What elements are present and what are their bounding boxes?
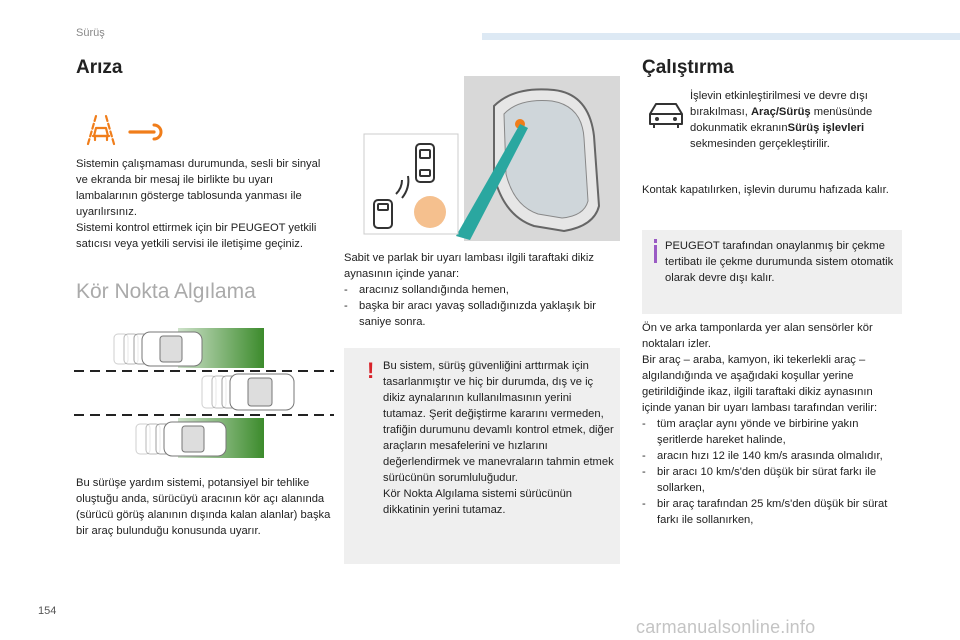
tab-name: Sürüş işlevleri (787, 122, 865, 134)
info-icon-stem (654, 245, 657, 263)
menu-name: Araç/Sürüş (750, 106, 811, 118)
wrench-icon (130, 125, 161, 139)
watermark: carmanualsonline.info (636, 617, 816, 637)
header-bar (482, 33, 960, 40)
alert-text: Bir araç – araba, kamyon, iki tekerlekli araç – algılandığında ve aşağıdaki koşullar yerine getirildiğinde ikaz, ilgili taraftaki dikiz aynasının içinde yanan bir uyarı lambası tarafından verilir: (642, 354, 878, 414)
sensors-text: Ön ve arka tamponlarda yer alan sensörler kör noktaları izler. (642, 322, 873, 350)
car-icon (646, 100, 686, 130)
blind-spot-diagram (74, 326, 334, 461)
fault-paragraph-1: Sistemin çalışmaması durumunda, sesli bir sinyal ve ekranda bir mesaj ile birlikte bu uyarı lambalarının gösterge tablosunda yanması ile uyarılırsınız. (76, 158, 321, 218)
mirror-list (344, 282, 600, 330)
lane-warning-icon (88, 116, 114, 144)
condition-item: - bir araç tarafından 25 km/s'den düşük bir sürat farkı ile sollanırken, (642, 496, 904, 528)
fault-icons (84, 112, 174, 150)
condition-item: - tüm araçlar aynı yönde ve birbirine yakın şeritlerde hareket halinde, (642, 416, 904, 448)
bsm-title: Kör Nokta Algılama (76, 280, 256, 303)
car-lower (136, 422, 226, 456)
contact-text: Kontak kapatılırken, işlevin durumu hafızada kalır. (642, 184, 889, 196)
mirror-text (344, 250, 600, 330)
car-upper (114, 332, 202, 366)
mirror-intro: Sabit ve parlak bir uyarı lambası ilgili taraftaki dikiz aynasının içinde yanar: (344, 252, 594, 280)
warning-box (344, 348, 620, 564)
mirror-item: - başka bir aracı yavaş solladığınızda yaklaşık bir saniye sonra. (344, 298, 600, 330)
detection-area (414, 196, 446, 228)
car-middle (202, 374, 294, 410)
operation-text (690, 88, 910, 152)
info-icon (654, 239, 657, 243)
mirror-item: - aracınız sollandığında hemen, (344, 282, 600, 298)
operation-title: Çalıştırma (642, 57, 734, 78)
conditions-list (642, 416, 904, 528)
mirror-illustration (344, 76, 620, 241)
bsm-text: Bu sürüşe yardım sistemi, potansiyel bir tehlike oluştuğu anda, sürücüyü aracının kör açı alanında (sürücü görüş alanının dışında kalan alanlar) başka bir araç bulunduğu konusunda uyarır. (76, 477, 331, 537)
warning-paragraph-1: Bu sistem, sürüş güvenliğini arttırmak için tasarlanmıştır ve hiç bir durumda, dış ve iç dikiz aynalarının kullanılmasının yerini tutamaz. Şerit değiştirme kararını vermeden, trafiğin durumunu devamlı kontrol etmek, diğer araçların mesafelerini ve hızlarını değerlendirmek ve manevraların tahmin etmek sürücünün sorumluluğudur. (383, 360, 614, 484)
warning-paragraph-2: Kör Nokta Algılama sistemi sürücünün dikkatinin yerini tutamaz. (383, 488, 573, 516)
warning-icon: ! (367, 358, 375, 383)
operation-text-part: menüsünde dokunmatik ekranın (690, 106, 873, 134)
fault-paragraph-2: Sistemi kontrol ettirmek için bir PEUGEOT yetkili satıcısı veya yetkili servisi ile iletişime geçiniz. (76, 222, 317, 250)
fault-text (76, 156, 326, 252)
page-number: 154 (38, 605, 57, 617)
condition-item: - aracın hızı 12 ile 140 km/s arasında olmalıdır, (642, 448, 904, 464)
operation-text-part: sekmesinden gerçekleştirilir. (690, 138, 830, 150)
sensors-section (642, 320, 904, 528)
section-label: Sürüş (76, 27, 105, 39)
condition-item: - bir aracı 10 km/s'den düşük bir sürat farkı ile sollarken, (642, 464, 904, 496)
info-box (642, 230, 902, 314)
fault-title: Arıza (76, 57, 123, 78)
operation-text-part: İşlevin etkinleştirilmesi ve devre dışı bırakılması, (690, 90, 868, 118)
info-text: PEUGEOT tarafından onaylanmış bir çekme tertibatı ile çekme durumunda sistem otomatik olarak devre dışı kalır. (665, 240, 894, 284)
warning-text (383, 358, 615, 518)
